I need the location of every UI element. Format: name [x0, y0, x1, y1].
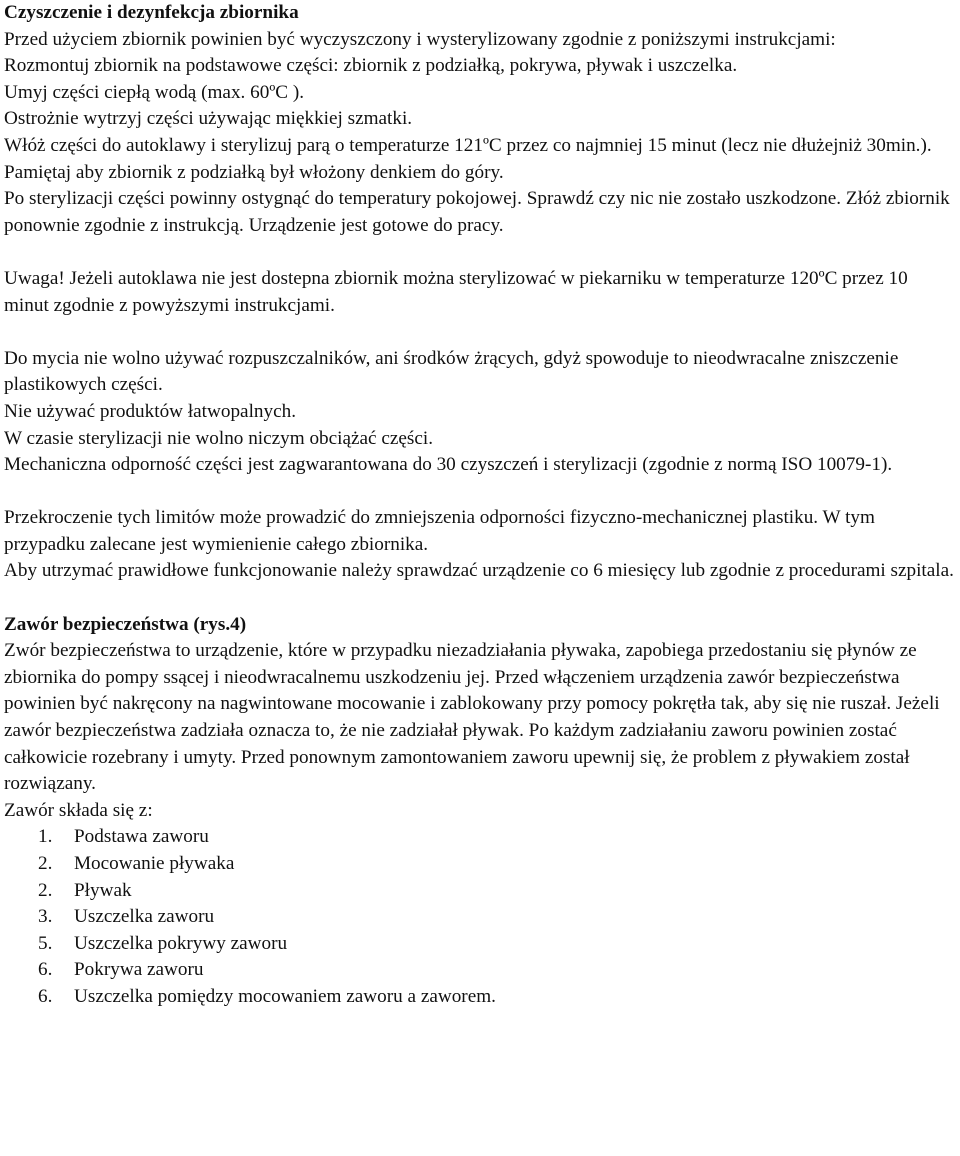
list-item-number: 2. [38, 879, 53, 901]
paragraph: Włóż części do autoklawy i sterylizuj parą o temperaturze 121ºC przez co najmniej 15 minut (lecz nie dłużejniż 30min.). Pamiętaj aby zbiornik z podziałką był włożony denkiem do góry. [4, 134, 932, 183]
list-item [4, 824, 956, 851]
paragraph: Rozmontuj zbiornik na podstawowe części: zbiornik z podziałką, pokrywa, pływak i uszczelka. [4, 55, 738, 77]
warning-paragraph: Uwaga! Jeżeli autoklawa nie jest dostepna zbiornik można sterylizować w piekarniku w temperaturze 120ºC przez 10 minut zgodnie z powyższymi instrukcjami. [4, 267, 908, 316]
section-heading-cleaning: Czyszczenie i dezynfekcja zbiornika [4, 2, 299, 23]
list-item-number: 3. [38, 906, 53, 928]
list-item [4, 931, 956, 958]
list-item-number: 6. [38, 959, 53, 981]
list-item-number: 2. [38, 853, 53, 874]
paragraph: Umyj części ciepłą wodą (max. 60ºC ). [4, 81, 305, 103]
paragraph: Po sterylizacji części powinny ostygnąć do temperatury pokojowej. Sprawdź czy nic nie zostało uszkodzone. Złóż zbiornik ponownie zgodnie z instrukcją. Urządzenie jest gotowe do pracy. [4, 188, 950, 236]
document-page [4, 0, 956, 1011]
list-item-label: Uszczelka pomiędzy mocowaniem zaworu a zaworem. [74, 985, 496, 1007]
spacer [4, 585, 956, 612]
paragraph: Mechaniczna odporność części jest zagwarantowana do 30 czyszczeń i sterylizacji (zgodnie z normą ISO 10079-1). [4, 454, 893, 476]
list-item-label: Pływak [74, 879, 132, 901]
list-item [4, 878, 956, 905]
spacer [4, 479, 956, 506]
list-item-number: 5. [38, 932, 53, 954]
list-item [4, 957, 956, 984]
spacer [4, 239, 956, 266]
paragraph: Przekroczenie tych limitów może prowadzić do zmniejszenia odporności fizyczno-mechanicznej plastiku. W tym przypadku zalecane jest wymienienie całego zbiornika. [4, 507, 875, 555]
list-item-number: 1. [38, 826, 53, 848]
list-item-label: Uszczelka zaworu [74, 906, 215, 928]
paragraph: Zwór bezpieczeństwa to urządzenie, które w przypadku niezadziałania pływaka, zapobiega przedostaniu się płynów ze zbiornika do pompy ssącej i nieodwracalnemu uszkodzeniu jej. Przed włączeniem urządzenia zawór bezpieczeństwa powinien być nakręcony na nagwintowane mocowanie i zablokowany przy pomocy pokrętła tak, aby się nie ruszał. Jeżeli zawór bezpieczeństwa zadziała oznacza to, że nie zadziałał pływak. Po każdym zadziałaniu zaworu powinien zostać całkowicie rozebrany i umyty. Przed ponownym zamontowaniem zaworu upewnij się, że problem z pływakiem został rozwiązany. [4, 640, 940, 795]
list-item [4, 851, 956, 878]
list-item [4, 904, 956, 931]
list-item-label: Podstawa zaworu [74, 826, 209, 848]
paragraph: W czasie sterylizacji nie wolno niczym obciążać części. [4, 427, 434, 449]
list-item-label: Uszczelka pokrywy zaworu [74, 932, 288, 954]
valve-parts-list [4, 824, 956, 1010]
list-intro: Zawór składa się z: [4, 799, 153, 821]
section-heading-safety-valve: Zawór bezpieczeństwa (rys.4) [4, 613, 247, 635]
list-item-number: 6. [38, 985, 53, 1007]
paragraph: Do mycia nie wolno używać rozpuszczalników, ani środków żrących, gdyż spowoduje to nieodwracalne zniszczenie plastikowych części. [4, 347, 899, 396]
spacer [4, 319, 956, 346]
paragraph: Aby utrzymać prawidłowe funkcjonowanie należy sprawdzać urządzenie co 6 miesięcy lub zgodnie z procedurami szpitala. [4, 560, 954, 582]
paragraph: Przed użyciem zbiornik powinien być wyczyszczony i wysterylizowany zgodnie z poniższymi instrukcjami: [4, 28, 836, 50]
paragraph: Nie używać produktów łatwopalnych. [4, 400, 296, 422]
list-item-label: Mocowanie pływaka [74, 853, 235, 874]
paragraph: Ostrożnie wytrzyj części używając miękkiej szmatki. [4, 108, 413, 130]
list-item-label: Pokrywa zaworu [74, 959, 204, 981]
list-item [4, 984, 956, 1011]
